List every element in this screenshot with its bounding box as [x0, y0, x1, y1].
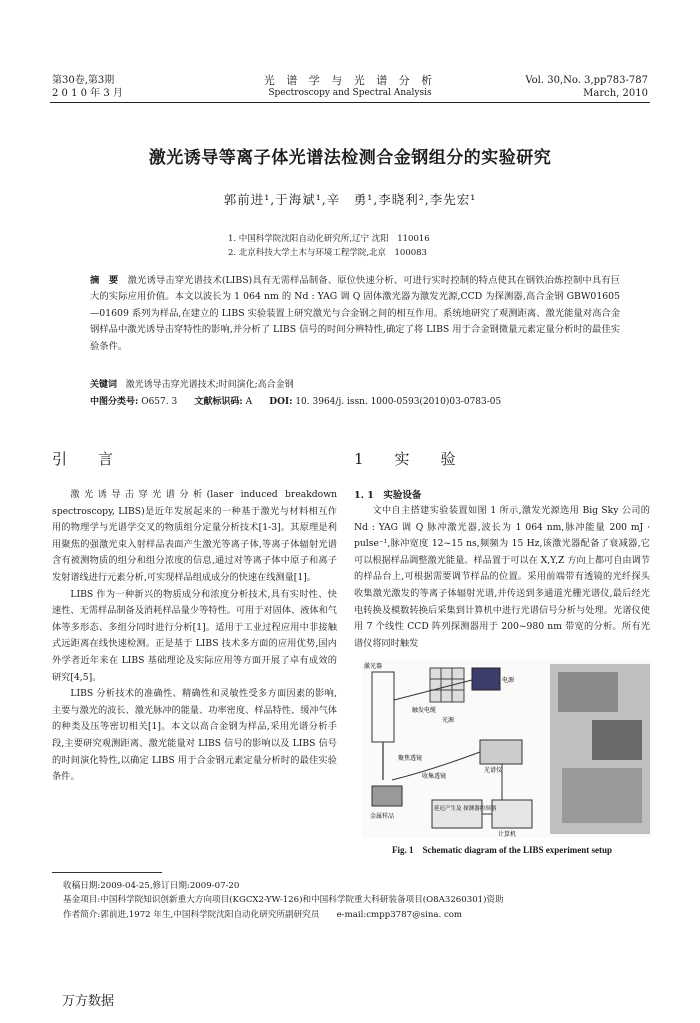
- spectrometer-box: [480, 740, 522, 764]
- label-laser: 激光器: [364, 663, 383, 670]
- delay-controller-box: [432, 800, 482, 828]
- keywords-text: 激光诱导击穿光谱技术;时间演化;高合金钢: [125, 380, 294, 390]
- intro-body: [52, 487, 337, 786]
- journal-name-cn: 光 谱 学 与 光 谱 分 析: [263, 74, 437, 87]
- abstract-text: 激光诱导击穿光谱技术(LIBS)具有无需样品制备、原位快速分析、可进行实时控制的特点使其在钢铁冶炼控制中具有巨大的实际应用价值。本文以波长为 1 064 nm 的 Nd : YAG 调 Q 固体激光器为激发光源,CCD 为探测器,高合金钢 GBW01605—01609 系列为样品,在建立的 LIBS 实验装置上研究激光与合金钢之间的相互作用。系统地研究了观测距离、激光能量对高合金钢样品中激光诱导击穿特性的影响,并分析了 LIBS 信号的时间分辨特性,确定了将 LIBS 用于合金钢微量元素定量分析时的最佳实验条件。: [90, 275, 620, 352]
- abstract-label: 摘 要: [90, 275, 119, 286]
- journal-name: [215, 74, 485, 99]
- author-list: 郭前进¹,于海斌¹,辛 勇¹,李晓利²,李先宏¹: [223, 192, 477, 207]
- footnote-rule: [52, 872, 162, 873]
- clc-label: 中图分类号:: [90, 397, 139, 407]
- equipment-subheading: 1. 1 实验设备: [354, 490, 422, 501]
- label-computer: 计算机: [498, 831, 517, 838]
- label-light-source: 光源: [442, 717, 455, 724]
- keywords-label: 关键词: [90, 380, 118, 390]
- label-delay-controller: 延迟产生及 探测器控制器: [434, 806, 497, 812]
- intro-paragraph-2: LIBS 作为一种新兴的物质成分和浓度分析技术,具有实时性、快速性、无需样品制备及消耗样品量少等特性。可用于对固体、液体和气体等多形态、多组分同时进行分析[1]。适用于工业过程应用中非接触式远距离在线快速检测。正是基于 LIBS 技术多方面的应用优势,国内外学者近年来在 LIBS 基础理论及实际应用等方面开展了卓有成效的研究[4,5]。: [52, 588, 337, 683]
- clc-value: O657. 3: [141, 397, 178, 407]
- label-sample: 金属样品: [370, 813, 395, 820]
- footnotes: [63, 879, 653, 922]
- journal-pages: [525, 74, 648, 100]
- affiliation-2: 2. 北京科技大学土木与环境工程学院,北京 100083: [228, 248, 427, 258]
- doi-value: 10. 3964/j. issn. 1000-0593(2010)03-0783-05: [295, 397, 502, 407]
- label-power: 电源: [502, 677, 515, 684]
- label-trigger: 触发电缆: [412, 707, 437, 714]
- doi-label: DOI:: [269, 397, 293, 407]
- intro-paragraph-1: 激光诱导击穿光谱分析(laser induced breakdown spectroscopy, LIBS)是近年发展起来的一种基于激光与材料相互作用的物理学与光谱学交叉的物质组分定量分析技术[1-3]。其原理是利用聚焦的强激光束入射样品表面产生激光等离子体,等离子体辐射光谱含有被测物质的组分和组分浓度的信息,通过对等离子体中原子和离子发射谱线进行元素分析,可实现样品组成成分的快速在线测量[1]。: [52, 489, 337, 583]
- intro-paragraph-3: LIBS 分析技术的准确性、精确性和灵敏性受多方面因素的影响,主要与激光的波长、激光脉冲的能量、功率密度、样品特性、缓冲气体的种类及压等密切相关[1]。本文以高合金钢为样品,采用光谱分析手段,主要研究观测距离、激光能量对 LIBS 信号的影响以及 LIBS 信号的时间演化特性,以确定 LIBS 用于合金钢元素定量分析时的最佳实验条件。: [52, 688, 337, 783]
- affiliation-1: 1. 中国科学院沈阳自动化研究所,辽宁 沈阳 110016: [228, 234, 430, 244]
- power-supply: [472, 668, 500, 690]
- funding: 基金项目:中国科学院知识创新重大方向项目(KGCX2-YW-126)和中国科学院重大科研装备项目(O8A3260301)资助: [63, 895, 504, 906]
- panel: [430, 668, 464, 702]
- doc-code-label: 文献标识码:: [194, 397, 243, 407]
- keywords: [90, 378, 620, 393]
- photo-bench: [562, 768, 642, 823]
- doc-code-value: A: [245, 397, 253, 407]
- sample-block: [372, 786, 402, 806]
- paper-title: 激光诱导等离子体光谱法检测合金钢组分的实验研究: [148, 148, 552, 168]
- journal-volume: [52, 74, 123, 100]
- experiment-paragraph: 文中自主搭建实验装置如图 1 所示,激发光源选用 Big Sky 公司的 Nd : YAG 调 Q 脉冲激光器,波长为 1 064 nm,脉冲能量 200 mJ · pulse⁻¹,脉冲宽度 12~15 ns,频频为 15 Hz,该激光器配备了衰减器,它可以根据样品调整激光能量。样品置于可以在 X,Y,Z 方向上都可自由调节的样品台上,可根据需要调节样品的位置。采用前端带有透镜的光纤探头收集激光激发的等离子体辐射光谱,并传送到多通道光栅光谱仪,最后经光电转换及模数转换后采集到计算机中进行光谱信号分析与处理。光谱仪使用 7 个线性 CCD 阵列探测器用于 200~980 nm 带宽的分析。所有光谱仪将同时触发: [354, 505, 650, 649]
- volume-pages: Vol. 30,No. 3,pp783-787: [525, 75, 648, 86]
- figure-caption: Fig. 1 Schematic diagram of the LIBS experiment setup: [392, 845, 612, 855]
- computer-box: [492, 800, 532, 828]
- photo-equipment-top: [558, 672, 618, 712]
- author-bio: 作者简介:郭前进,1972 年生,中国科学院沈阳自动化研究所副研究员 e-mail:cmpp3787@sina. com: [63, 909, 463, 920]
- header-rule: [50, 102, 650, 103]
- month-year: March, 2010: [583, 88, 648, 99]
- journal-name-en: Spectroscopy and Spectral Analysis: [268, 88, 432, 98]
- publication-date: 2 0 1 0 年 3 月: [52, 88, 123, 99]
- label-focus-lens: 聚焦透镜: [398, 755, 423, 762]
- figure-1: [362, 660, 652, 838]
- setup-diagram: [362, 660, 652, 838]
- intro-heading: 引 言: [52, 450, 122, 468]
- photo-laser-box: [592, 720, 642, 760]
- volume-issue: 第30卷,第3期: [52, 75, 115, 86]
- watermark: 万方数据: [62, 994, 115, 1009]
- label-collect-lens: 收集透镜: [422, 773, 447, 780]
- label-spectrometer: 光谱仪: [484, 767, 503, 774]
- abstract: [90, 273, 620, 355]
- classification: [90, 395, 650, 410]
- experiment-body: [354, 503, 650, 652]
- affiliations: [228, 232, 430, 260]
- received-date: 收稿日期:2009-04-25,修订日期:2009-07-20: [63, 881, 240, 891]
- experiment-heading: 1 实 验: [354, 450, 464, 468]
